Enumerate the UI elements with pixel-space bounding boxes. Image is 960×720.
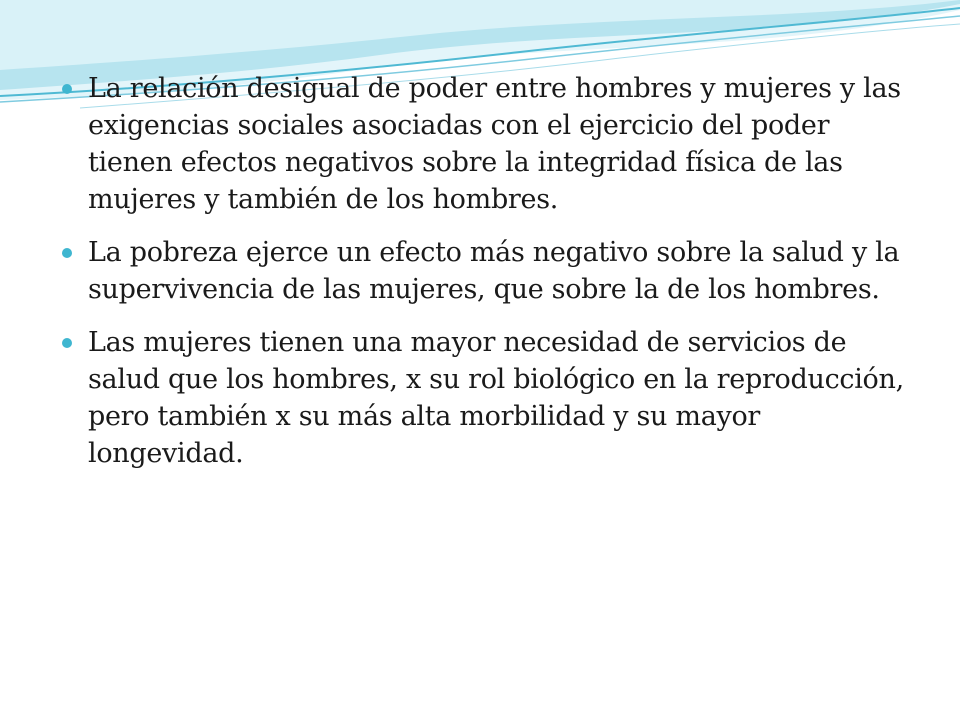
bullet-item <box>60 324 920 472</box>
bullet-list <box>60 70 920 472</box>
slide-body <box>60 70 920 488</box>
bullet-text: La pobreza ejerce un efecto más negativo sobre la salud y la supervivencia de las mujeres, que sobre la de los hombres. <box>88 237 900 305</box>
bullet-item <box>60 234 920 308</box>
bullet-dot-icon <box>62 338 72 348</box>
bullet-text: Las mujeres tienen una mayor necesidad de servicios de salud que los hombres, x su rol biológico en la reproducción, pero también x su más alta morbilidad y su mayor longevidad. <box>88 327 904 469</box>
bullet-text: La relación desigual de poder entre hombres y mujeres y las exigencias sociales asociadas con el ejercicio del poder tienen efectos negativos sobre la integridad física de las mujeres y también de los hombres. <box>88 73 901 215</box>
bullet-dot-icon <box>62 84 72 94</box>
bullet-item <box>60 70 920 218</box>
bullet-dot-icon <box>62 248 72 258</box>
